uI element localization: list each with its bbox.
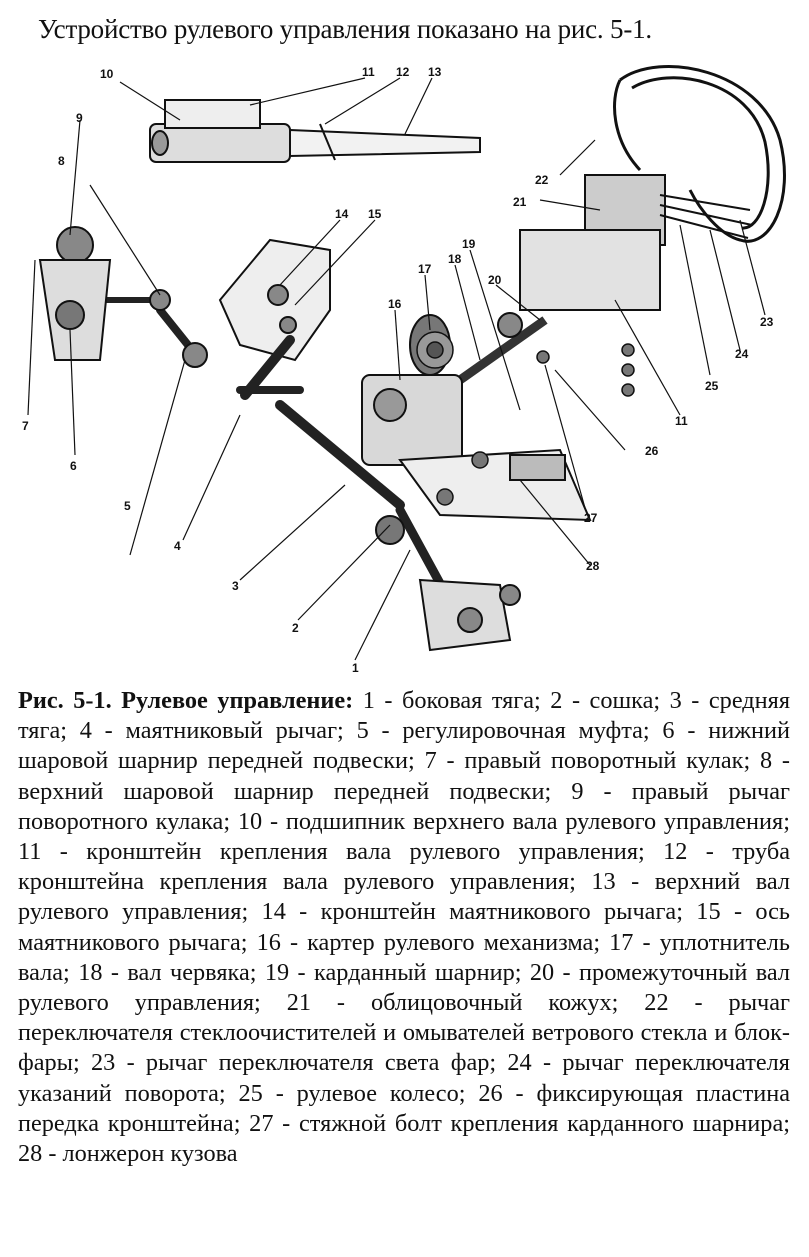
callout: 17	[418, 262, 432, 276]
callout: 5	[124, 499, 131, 513]
callout: 10	[100, 67, 114, 81]
callout: 7	[22, 419, 29, 433]
callout: 2	[292, 621, 299, 635]
callout: 26	[645, 444, 659, 458]
callout: 15	[368, 207, 382, 221]
caption-title: Рис. 5-1. Рулевое управление:	[18, 687, 354, 714]
callout: 12	[396, 65, 410, 79]
callout: 14	[335, 207, 349, 221]
callout: 23	[760, 315, 774, 329]
callout: 21	[513, 195, 527, 209]
callout: 9	[76, 111, 83, 125]
callout: 4	[174, 539, 181, 553]
callout: 16	[388, 297, 402, 311]
callout: 22	[535, 173, 549, 187]
callout: 24	[735, 347, 749, 361]
pitman-bracket	[220, 240, 330, 360]
callout: 18	[448, 252, 462, 266]
callout: 6	[70, 459, 77, 473]
callout: 11	[675, 414, 688, 428]
callout: 8	[58, 154, 65, 168]
upper-shaft-detail	[150, 100, 480, 162]
callout: 3	[232, 579, 239, 593]
callout: 11	[362, 65, 375, 79]
callout: 1	[352, 661, 359, 675]
leader-lines	[28, 78, 765, 660]
callout: 28	[586, 559, 600, 573]
callout: 20	[488, 273, 502, 287]
figure-caption	[18, 686, 790, 1169]
left-knuckle-assembly	[376, 516, 520, 650]
callout: 19	[462, 237, 476, 251]
callout: 25	[705, 379, 719, 393]
callout-numbers	[22, 65, 774, 675]
steering-diagram-drawing	[0, 60, 809, 690]
steering-diagram	[0, 60, 809, 690]
callout: 13	[428, 65, 442, 79]
callout: 27	[584, 511, 598, 525]
caption-text: 1 - боковая тяга; 2 - сошка; 3 - средняя тяга; 4 - маятниковый рычаг; 5 - регулировочная муфта; 6 - нижний шаровой шарнир передней подвески; 7 - правый поворотный кулак; 8 - верхний шаровой шарнир передней подвески; 9 - правый рычаг поворотного кулака; 10 - подшипник верхнего вала рулевого управления; 11 - кронштейн крепления вала рулевого управления; 12 - труба кронштейна крепления вала рулевого управления; 13 - верхний вал рулевого управления; 14 - кронштейн маятникового рычага; 15 - ось маятникового рычага; 16 - картер рулевого механизма; 17 - уплотнитель вала; 18 - вал червяка; 19 - карданный шарнир; 20 - промежуточный вал рулевого управления; 21 - облицовочный кожух; 22 - рычаг переключателя стеклоочистителей и омывателей ветрового стекла и блок-фары; 23 - рычаг переключателя света фар; 24 - рычаг переключателя указаний поворота; 25 - рулевое колесо; 26 - фиксирующая пластина передка кронштейна; 27 - стяжной болт крепления карданного шарнира; 28 - лонжерон кузова	[18, 687, 790, 1168]
page-heading: Устройство рулевого управления показано на рис. 5-1.	[38, 14, 652, 44]
